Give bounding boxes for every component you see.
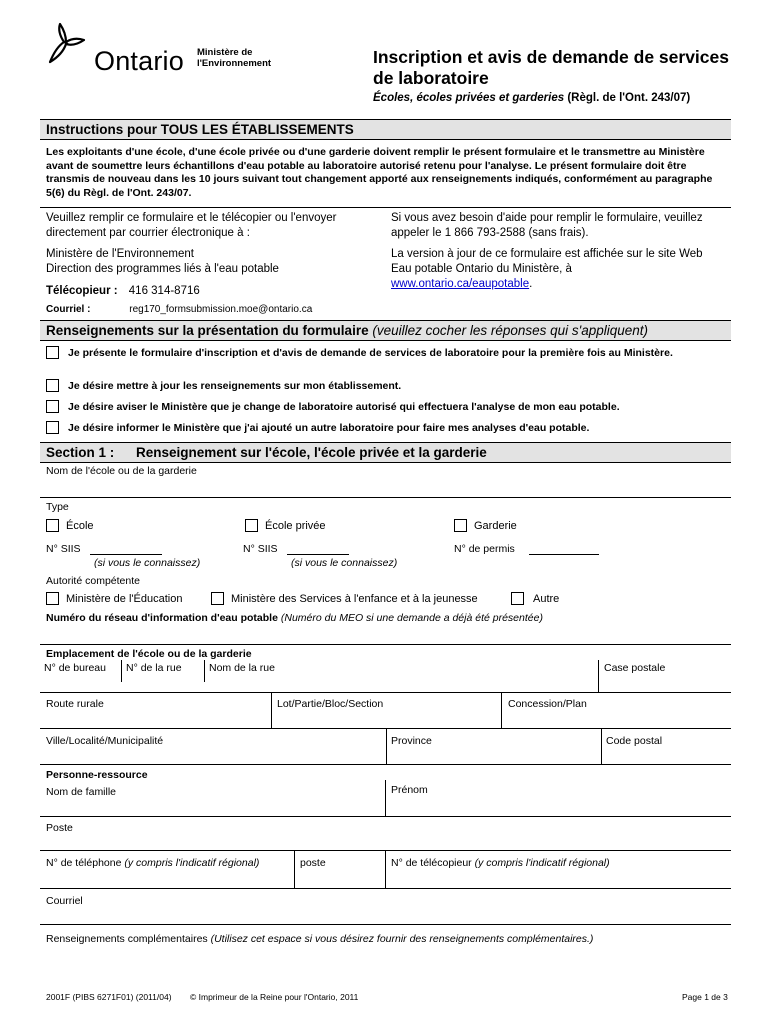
type-school-label: École [66, 520, 94, 532]
section1-heading: Renseignement sur l'école, l'école privée et la garderie [136, 445, 487, 460]
additional-info-text: Renseignements complémentaires [46, 933, 208, 945]
fax-line [46, 285, 200, 297]
help-text: Si vous avez besoin d'aide pour remplir le formulaire, veuillez appeler le 1 866 793-2588 (sans frais). [391, 212, 703, 239]
copyright: © Imprimeur de la Reine pour l'Ontario, 2011 [190, 992, 359, 1002]
cell-divider [598, 660, 599, 692]
first-name-label: Prénom [391, 784, 428, 796]
checkbox-first-submission[interactable] [46, 346, 59, 359]
school-name-field[interactable] [40, 497, 731, 498]
email-row-bottom[interactable] [40, 924, 731, 925]
fax-number-hint: (y compris l'indicatif régional) [471, 857, 610, 869]
additional-info-label [46, 933, 593, 946]
form-title [373, 47, 743, 89]
additional-info-hint: (Utilisez cet espace si vous désirez fournir des renseignements complémentaires.) [207, 933, 594, 945]
type-private-school-label: École privée [265, 520, 326, 532]
website-link[interactable]: www.ontario.ca/eaupotable [391, 278, 530, 290]
presentation-heading-hint: (veuillez cocher les réponses qui s'appliquent) [368, 323, 649, 338]
lot-label: Lot/Partie/Bloc/Section [277, 698, 384, 710]
presentation-heading-text: Renseignements sur la présentation du formulaire [46, 323, 369, 338]
checkbox-type-daycare[interactable] [454, 519, 467, 532]
ontario-wordmark: Ontario [94, 46, 184, 76]
form-code: 2001F (PIBS 6271F01) (2011/04) [46, 992, 172, 1002]
address-row-1-bottom[interactable] [40, 692, 731, 693]
authority-other-label: Autre [533, 593, 560, 605]
cell-divider [386, 728, 387, 764]
page-number: Page 1 de 3 [682, 992, 728, 1002]
fax-number-text: N° de télécopieur [391, 857, 472, 869]
send-instructions: Veuillez remplir ce formulaire et le télécopier ou l'envoyer directement par courrier électronique à : [46, 212, 337, 239]
contact-label: Personne-ressource [46, 769, 148, 781]
title-line-2: de laboratoire [373, 68, 489, 88]
phone-label-text: N° de téléphone [46, 857, 122, 869]
checkbox-update-info[interactable] [46, 379, 59, 392]
trillium-icon [44, 22, 88, 66]
siis-label-2: N° SIIS [243, 543, 278, 555]
website-text [391, 247, 711, 292]
ontario-logo [44, 22, 204, 74]
cell-divider [601, 728, 602, 764]
checkbox-authority-other[interactable] [511, 592, 524, 605]
phone-label [46, 857, 259, 870]
checkbox-authority-children[interactable] [211, 592, 224, 605]
permit-field[interactable] [529, 554, 599, 555]
website-sentence: La version à jour de ce formulaire est affichée sur le site Web Eau potable Ontario du Ministère, à [391, 248, 703, 275]
subtitle-regulation: (Règl. de l'Ont. 243/07) [564, 92, 691, 104]
network-number-hint: (Numéro du MEO si une demande a déjà été présentée) [277, 612, 543, 624]
permit-label: N° de permis [454, 543, 515, 555]
cell-divider [121, 660, 122, 682]
fax-label: Télécopieur : [46, 285, 118, 297]
cell-divider [294, 850, 295, 888]
checkbox-add-lab[interactable] [46, 421, 59, 434]
ministry-line-1: Ministère de [197, 47, 253, 58]
email-line [46, 304, 312, 315]
address-row-3-bottom[interactable] [40, 764, 731, 765]
type-daycare-label: Garderie [474, 520, 517, 532]
cell-divider [501, 692, 502, 728]
email-field-label: Courriel [46, 895, 83, 907]
concession-label: Concession/Plan [508, 698, 587, 710]
last-name-label: Nom de famille [46, 786, 117, 798]
email-value[interactable]: reg170_formsubmission.moe@ontario.ca [129, 304, 313, 315]
siis-label-1: N° SIIS [46, 543, 81, 555]
location-label: Emplacement de l'école ou de la garderie [46, 648, 252, 660]
network-number-text: Numéro du réseau d'information d'eau potable [46, 612, 278, 624]
authority-label: Autorité compétente [46, 575, 140, 587]
fax-number-label [391, 857, 610, 870]
cell-divider [204, 660, 205, 682]
divider [40, 207, 731, 208]
contact-name-bottom[interactable] [40, 816, 731, 817]
cell-divider [385, 850, 386, 888]
city-label: Ville/Localité/Municipalité [46, 735, 164, 747]
address-ministry: Ministère de l'Environnement [46, 248, 194, 260]
checkbox-change-lab[interactable] [46, 400, 59, 413]
extension-label: poste [300, 857, 326, 869]
type-label: Type [46, 501, 69, 513]
cell-divider [385, 780, 386, 816]
presentation-heading [46, 320, 648, 341]
school-name-label: Nom de l'école ou de la garderie [46, 465, 197, 477]
postal-code-label: Code postal [606, 735, 663, 747]
fax-value: 416 314-8716 [128, 285, 200, 297]
email-label: Courriel : [46, 304, 91, 315]
office-number-label: N° de bureau [44, 662, 106, 674]
position-label: Poste [46, 822, 73, 834]
section1-number: Section 1 : [46, 445, 115, 460]
website-period: . [529, 278, 533, 290]
siis-hint-2: (si vous le connaissez) [291, 557, 398, 569]
checkbox-authority-education[interactable] [46, 592, 59, 605]
option-first-submission: Je présente le formulaire d'inscription et d'avis de demande de services de laboratoire pour la première fois au Ministère. [68, 347, 673, 359]
province-label: Province [391, 735, 432, 747]
network-number-field[interactable] [40, 644, 731, 645]
instructions-paragraph: Les exploitants d'une école, d'une école privée ou d'une garderie doivent remplir le présent formulaire et le transmettre au Ministère avant de soumettre leurs échantillons d'eau potable au laboratoire autorisé retenu pour l'analyse. Le présent formulaire doit être transmis de nouveau dans les 10 jours suivant tout changement apporté aux renseignements indiqués, conformément au paragraphe 5(6) du Règl. de l'Ont. 243/07. [46, 146, 713, 199]
street-name-label: Nom de la rue [209, 662, 275, 674]
network-number-label [46, 612, 543, 625]
rural-route-label: Route rurale [46, 698, 104, 710]
cell-divider [271, 692, 272, 728]
ministry-line-2: l'Environnement [197, 58, 272, 69]
ministry-address [46, 247, 376, 277]
po-box-label: Case postale [604, 662, 666, 674]
checkbox-type-private-school[interactable] [245, 519, 258, 532]
instructions-heading: Instructions pour TOUS LES ÉTABLISSEMENTS [46, 122, 354, 137]
phone-row-bottom[interactable] [40, 888, 731, 889]
ministry-name [197, 47, 271, 69]
option-add-lab: Je désire informer le Ministère que j'ai ajouté un autre laboratoire pour faire mes analyses d'eau potable. [68, 422, 590, 434]
phone-hint: (y compris l'indicatif régional) [121, 857, 260, 869]
authority-children-label: Ministère des Services à l'enfance et à la jeunesse [231, 593, 478, 605]
authority-education-label: Ministère de l'Éducation [66, 593, 183, 605]
checkbox-type-school[interactable] [46, 519, 59, 532]
option-change-lab: Je désire aviser le Ministère que je change de laboratoire autorisé qui effectuera l'analyse de mon eau potable. [68, 401, 620, 413]
option-update-info: Je désire mettre à jour les renseignements sur mon établissement. [68, 380, 402, 392]
siis-hint-1: (si vous le connaissez) [94, 557, 201, 569]
title-line-1: Inscription et avis de demande de services [373, 47, 729, 67]
street-number-label: N° de la rue [126, 662, 182, 674]
address-branch: Direction des programmes liés à l'eau potable [46, 263, 279, 275]
siis-field-2[interactable] [287, 554, 349, 555]
form-subtitle [373, 92, 690, 104]
siis-field-1[interactable] [90, 554, 162, 555]
subtitle-establishments: Écoles, écoles privées et garderies [373, 92, 565, 104]
